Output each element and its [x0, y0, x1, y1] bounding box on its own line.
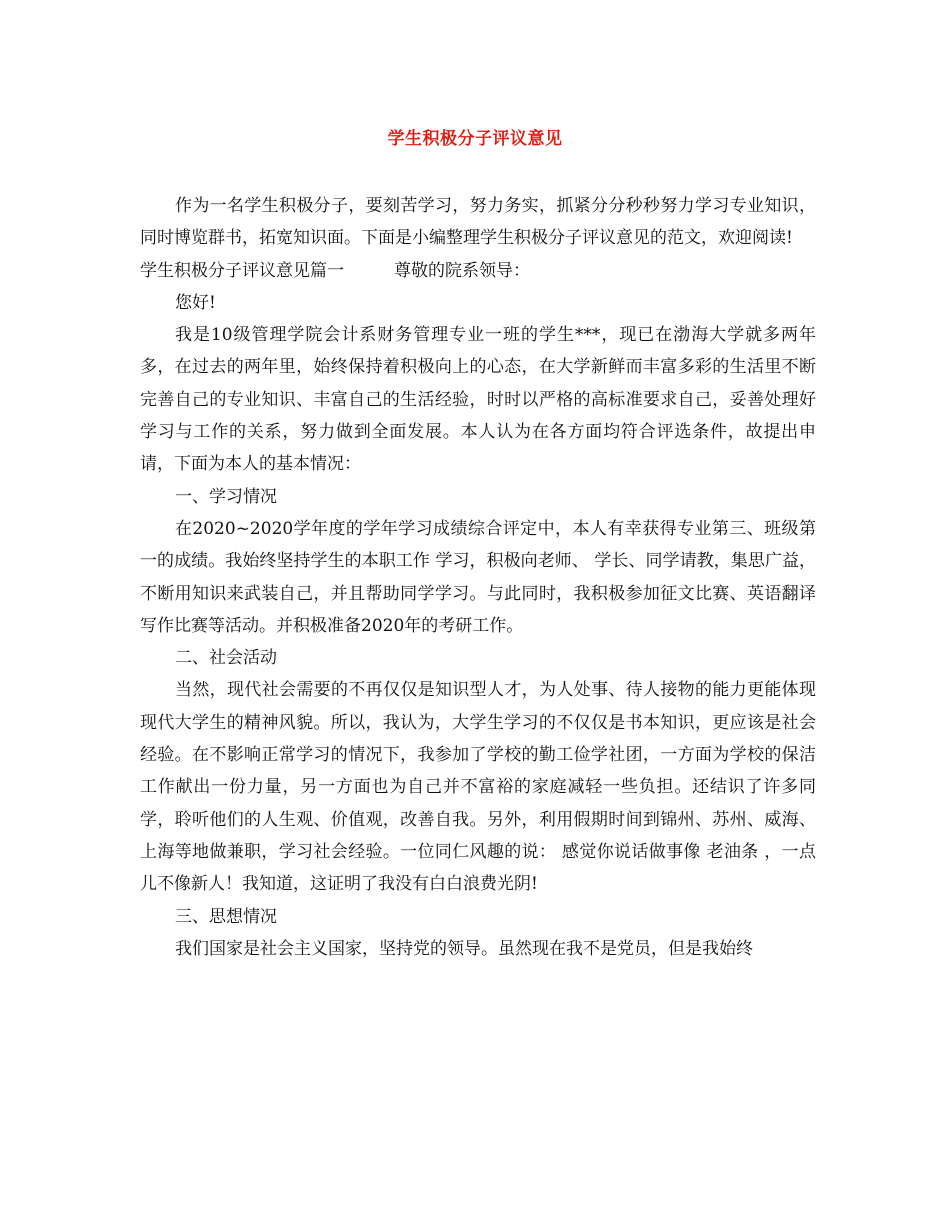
paragraph-3: 当然，现代社会需要的不再仅仅是知识型人才，为人处事、待人接物的能力更能体现现代大学生的精神风貌。所以，我认为，大学生学习的不仅仅是书本知识，更应该是社会经验。在不影响正常学习的情况下，我参加了学校的勤工俭学社团，一方面为学校的保洁工作献出一份力量，另一方面也为自己并不富裕的家庭减轻一些负担。还结识了许多同学，聆听他们的人生观、价值观，改善自我。另外，利用假期时间到锦州、苏州、威海、上海等地做兼职，学习社会经验。一位同仁风趣的说： 感觉你说话做事像 老油条 ，一点儿不像新人！我知道，这证明了我没有白白浪费光阴! — [140, 680, 816, 895]
intro-paragraph: 作为一名学生积极分子，要刻苦学习，努力务实，抓紧分分秒秒努力学习专业知识，同时博览群书，拓宽知识面。下面是小编整理学生积极分子评议意见的范文，欢迎阅读! — [140, 196, 816, 249]
paragraph-2: 在2020~2020学年度的学年学习成绩综合评定中，本人有幸获得专业第三、班级第一的成绩。我始终坚持学生的本职工作 学习，积极向老师、 学长、同学请教，集思广益，不断用知识来武装自己，并且帮助同学学习。与此同时，我积极参加征文比赛、英语翻译写作比赛等活动。并积极准备2020年的考研工作。 — [140, 518, 816, 636]
heading-social: 二、社会活动 — [175, 648, 277, 669]
section-heading: 学生积极分子评议意见篇一 — [140, 260, 344, 281]
paragraph-1: 我是10级管理学院会计系财务管理专业一班的学生***，现已在渤海大学就多两年多，在过去的两年里，始终保持着积极向上的心态，在大学新鲜而丰富多彩的生活里不断完善自己的专业知识、丰富自己的生活经验，时时以严格的高标准要求自己，妥善处理好学习与工作的关系，努力做到全面发展。本人认为在各方面均符合评选条件，故提出申请，下面为本人的基本情况： — [140, 325, 816, 475]
document-title: 学生积极分子评议意见 — [387, 129, 563, 149]
greeting: 您好! — [175, 292, 216, 313]
heading-thought: 三、思想情况 — [175, 906, 277, 927]
paragraph-4: 我们国家是社会主义国家，坚持党的领导。虽然现在我不是党员，但是我始终 — [175, 938, 753, 959]
section-heading-line — [140, 255, 816, 287]
document-body — [140, 190, 816, 965]
heading-study: 一、学习情况 — [175, 486, 277, 507]
salutation: 尊敬的院系领导： — [394, 260, 530, 281]
